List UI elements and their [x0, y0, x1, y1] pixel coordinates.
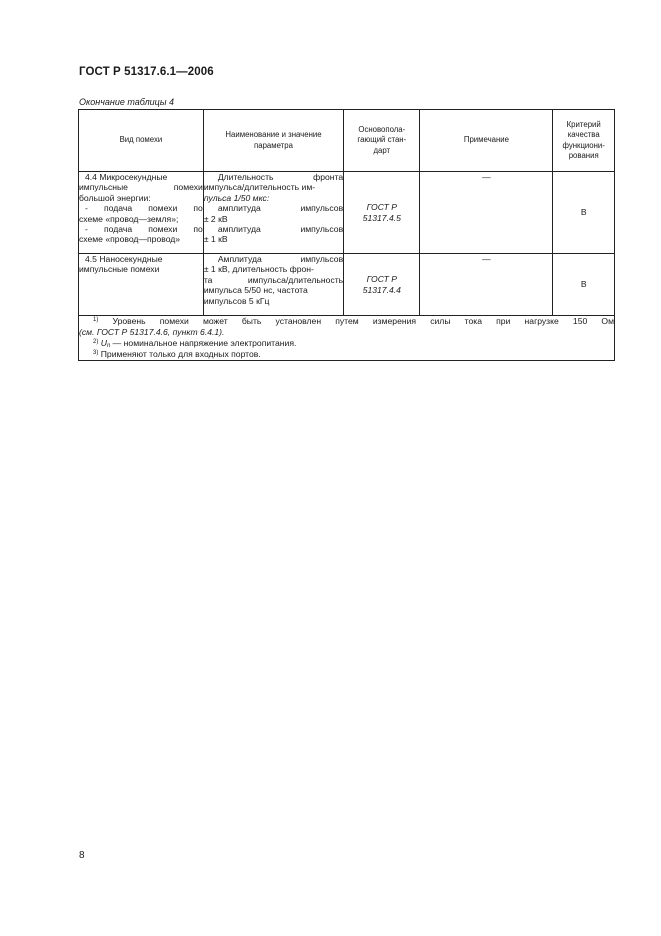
footnote-2: $^{2)}$ $U_n$ — номинальное напряжение электропитания. — [93, 338, 297, 349]
row2-interference-type: 4.5 Наносекундные импульсные помехи — [79, 254, 204, 316]
document-title: ГОСТ Р 51317.6.1—2006 — [79, 66, 214, 78]
row1-criterion: В — [553, 172, 615, 254]
header-performance-criterion: Критерий качества функциони- рования — [553, 110, 615, 172]
row1-standard: ГОСТ Р 51317.4.5 — [344, 172, 420, 254]
footnotes-row — [79, 316, 615, 361]
row2-criterion: В — [553, 254, 615, 316]
footnotes — [79, 316, 615, 361]
row2-note: — — [420, 254, 553, 316]
row2-standard: ГОСТ Р 51317.4.4 — [344, 254, 420, 316]
table-row — [79, 254, 615, 316]
header-interference-type: Вид помехи — [79, 110, 204, 172]
footnote-1: $^{1)}$ Уровень помехи может быть установлен путем измерения силы тока при нагрузке 150 Ом — [93, 316, 614, 326]
table-caption: Окончание таблицы 4 — [79, 97, 174, 107]
table-row — [79, 172, 615, 254]
header-note: Примечание — [420, 110, 553, 172]
row1-parameter: Длительность фронта импульса/длительность им- пульса 1/50 мкс: амплитуда импульсов ± 2 кВ амплитуда импульсов ± 1 кВ — [203, 172, 343, 254]
table-header-row — [79, 110, 615, 172]
header-basic-standard: Основопола- гающий стан- дарт — [344, 110, 420, 172]
row1-note: — — [420, 172, 553, 254]
page-number: 8 — [79, 850, 85, 861]
row2-parameter: Амплитуда импульсов ± 1 кВ, длительность фрон- та импульса/длительность импульса 5/50 нс, частота импульсов 5 кГц — [203, 254, 343, 316]
footnote-3: $^{3)}$ Применяют только для входных портов. — [93, 349, 261, 359]
interference-table — [78, 109, 615, 361]
header-parameter: Наименование и значение параметра — [203, 110, 343, 172]
footnote-1-continued: (см. ГОСТ Р 51317.4.6, пункт 6.4.1). — [79, 327, 225, 337]
row1-interference-type: 4.4 Микросекундные импульсные помехи большой энергии: - подача помехи по схеме «провод—земля»; - подача помехи по схеме «провод—провод» — [79, 172, 204, 254]
